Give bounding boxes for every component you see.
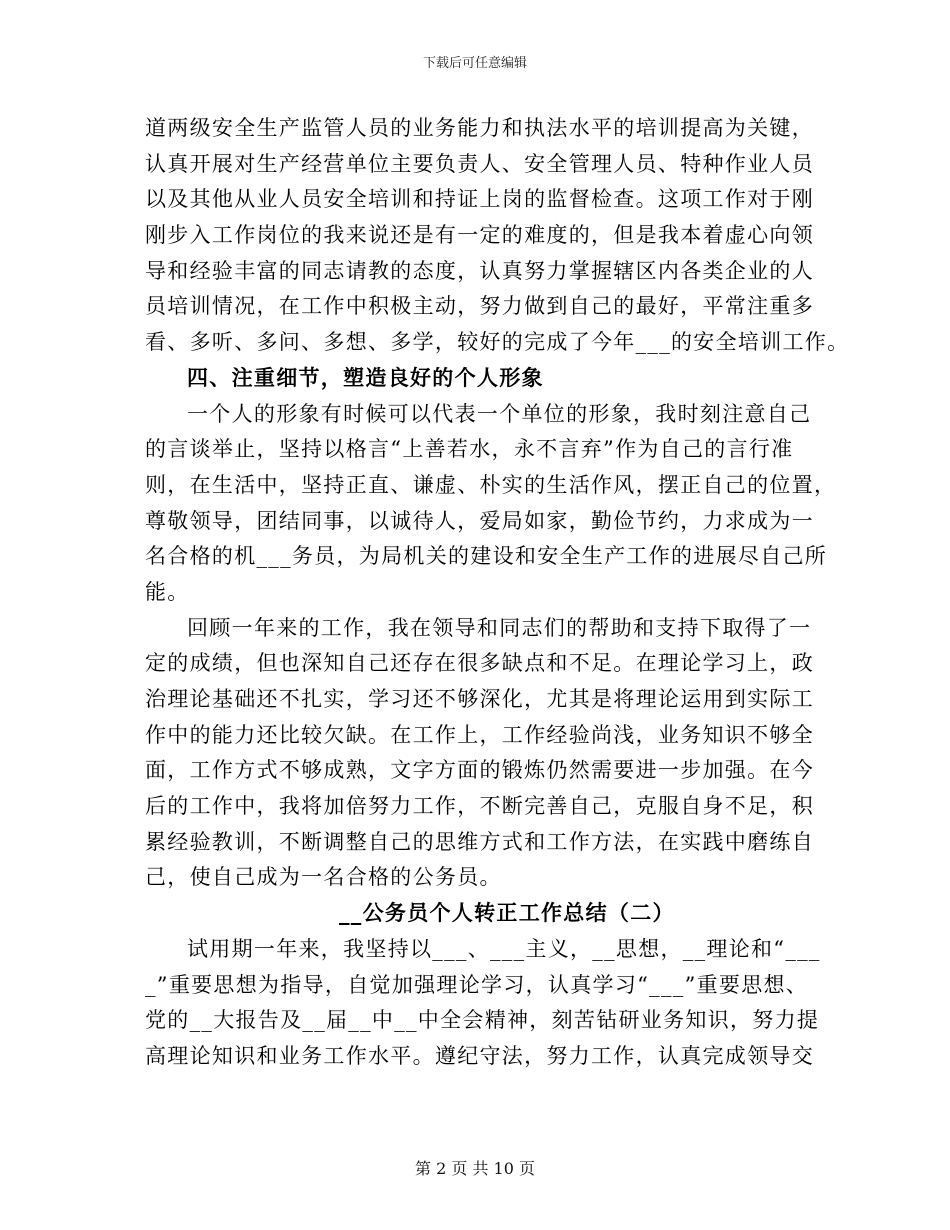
body-line: 道两级安全生产监管人员的业务能力和执法水平的培训提高为关键， bbox=[145, 116, 814, 140]
section-title: __公务员个人转正工作总结（二） bbox=[339, 901, 675, 926]
body-line: _”重要思想为指导，自觉加强理论学习，认真学习“___”重要思想、 bbox=[145, 972, 809, 997]
body-line: 尊敬领导，团结同事，以诚待人，爱局如家，勤俭节约，力求成为一 bbox=[145, 508, 814, 533]
body-line: 后的工作中，我将加倍努力工作，不断完善自己，克服自身不足，积 bbox=[145, 794, 814, 819]
body-line: 认真开展对生产经营单位主要负责人、安全管理人员、特种作业人员 bbox=[145, 151, 814, 176]
body-line: 看、多听、多问、多想、多学，较好的完成了今年___的安全培训工作。 bbox=[145, 330, 850, 355]
body-line: 名合格的机___务员，为局机关的建设和安全生产工作的进展尽自己所 bbox=[145, 544, 828, 569]
body-line: 党的__大报告及__届__中__中全会精神，刻苦钻研业务知识，努力提 bbox=[145, 1008, 820, 1033]
body-line: 则，在生活中，坚持正直、谦虚、朴实的生活作风，摆正自己的位置， bbox=[145, 472, 837, 497]
body-line: 作中的能力还比较欠缺。在工作上，工作经验尚浅，业务知识不够全 bbox=[145, 722, 814, 747]
body-line: 治理论基础还不扎实，学习还不够深化，尤其是将理论运用到实际工 bbox=[145, 687, 814, 711]
body-line: 高理论知识和业务工作水平。遵纪守法，努力工作，认真完成领导交 bbox=[145, 1043, 814, 1068]
body-line: 员培训情况，在工作中积极主动，努力做到自己的最好，平常注重多 bbox=[145, 294, 814, 319]
paragraph-first-line: 一个人的形象有时候可以代表一个单位的形象，我时刻注意自己 bbox=[187, 401, 812, 426]
section-heading: 四、注重细节，塑造良好的个人形象 bbox=[187, 365, 544, 390]
body-line: 定的成绩，但也深知自己还存在很多缺点和不足。在理论学习上，政 bbox=[145, 651, 814, 676]
paragraph-first-line: 试用期一年来，我坚持以___、___主义，__思想，__理论和“___ bbox=[187, 936, 821, 961]
body-line: 导和经验丰富的同志请教的态度，认真努力掌握辖区内各类企业的人 bbox=[145, 258, 814, 283]
body-line: 累经验教训，不断调整自己的思维方式和工作方法，在实践中磨练自 bbox=[145, 829, 814, 854]
body-line: 能。 bbox=[145, 579, 190, 604]
paragraph-first-line: 回顾一年来的工作，我在领导和同志们的帮助和支持下取得了一 bbox=[187, 615, 812, 640]
body-line: 以及其他从业人员安全培训和持证上岗的监督检查。这项工作对于刚 bbox=[145, 187, 814, 212]
body-line: 面，工作方式不够成熟，文字方面的锻炼仍然需要进一步加强。在今 bbox=[145, 758, 814, 783]
body-line: 刚步入工作岗位的我来说还是有一定的难度的，但是我本着虚心向领 bbox=[145, 223, 814, 248]
document-body bbox=[145, 111, 850, 1075]
body-line: 的言谈举止，坚持以格言“上善若水，永不言弃”作为自己的言行准 bbox=[145, 437, 794, 462]
body-line: 己，使自己成为一名合格的公务员。 bbox=[145, 865, 502, 890]
page-number-footer: 第 2 页 共 10 页 bbox=[415, 1159, 535, 1178]
page-header-note: 下载后可任意编辑 bbox=[422, 56, 527, 71]
